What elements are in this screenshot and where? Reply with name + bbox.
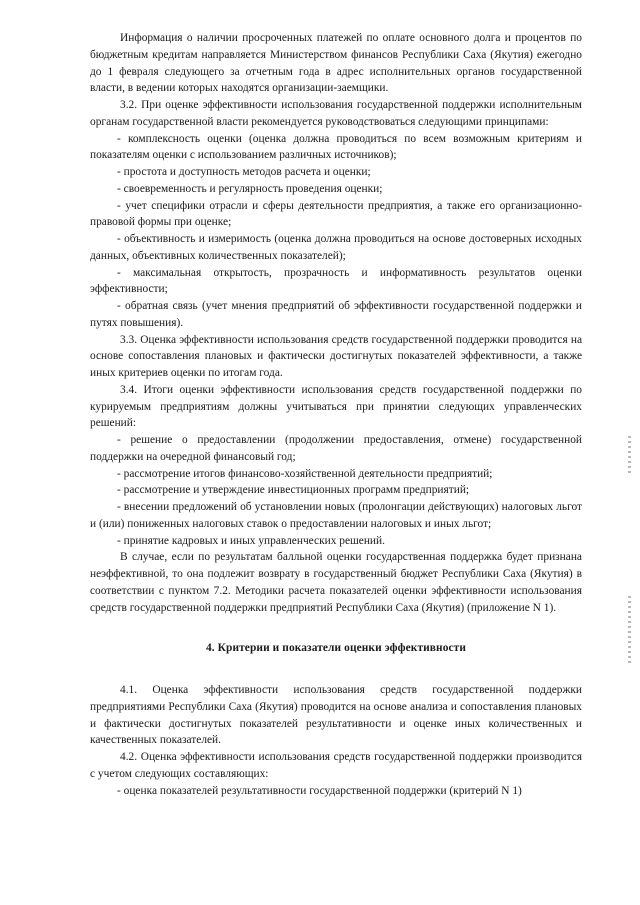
list-item: - внесении предложений об установлении новых (пролонгации действующих) налоговых льгот и (или) пониженных налоговых ставок о предоставлении налоговых и иных льгот; [90, 501, 582, 530]
list-item: - своевременность и регулярность проведения оценки; [117, 182, 383, 195]
paragraph-inefficient-support: В случае, если по результатам балльной оценки государственная поддержка будет признана неэффективной, то она подлежит возврату в государственный бюджет Республики Саха (Якутия) в соответствии с пунктом 7.2. Методики расчета показателей оценки эффективности использования средств государственной поддержки предприятий Республики Саха (Якутия) (приложение N 1). [90, 551, 582, 614]
list-item: - комплексность оценки (оценка должна проводиться по всем возможным критериям и показателям оценки с использованием различных источников); [90, 132, 582, 162]
paragraph-3-4: 3.4. Итоги оценки эффективности использования средств государственной поддержки по курируемым предприятиям должны учитываться при принятии следующих управленческих решений: [90, 383, 582, 430]
list-item: - учет специфики отрасли и сферы деятельности предприятия, а также его организационно-правовой формы при оценке; [90, 199, 582, 229]
paragraph-4-2: 4.2. Оценка эффективности использования средств государственной поддержки производится с учетом следующих составляющих: [90, 751, 582, 780]
list-item: - объективность и измеримость (оценка должна проводиться на основе достоверных исходных данных, объективных количественных показателей); [90, 233, 582, 262]
scan-artifact [628, 596, 631, 666]
paragraph-4-1: 4.1. Оценка эффективности использования средств государственной поддержки предприятиями Республики Саха (Якутия) проводится на основе анализа и сопоставления плановых и фактически достигнутых показателей результативности и оценке иных количественных и качественных показателей. [90, 684, 582, 747]
paragraph-3-2: 3.2. При оценке эффективности использования государственной поддержки исполнительным органам государственной власти рекомендуется руководствоваться следующими принципами: [90, 99, 582, 128]
list-item: - обратная связь (учет мнения предприятий об эффективности государственной поддержки и путях повышения). [90, 300, 582, 329]
list-item-criterion-1: - оценка показателей результативности государственной поддержки (критерий N 1) [117, 784, 522, 797]
decisions-list [90, 432, 582, 549]
paragraph-overdue-payments: Информация о наличии просроченных платежей по оплате основного долга и процентов по бюджетным кредитам направляется Министерством финансов Республики Саха (Якутия) ежегодно до 1 февраля следующего за отчетным года в адрес исполнительных органов государственной власти, в ведении которых находятся организации-заемщики. [90, 32, 582, 95]
document-page [90, 30, 582, 799]
list-item: - решение о предоставлении (продолжении предоставления, отмене) государственной поддержки на очередной финансовый год; [90, 434, 582, 463]
list-item: - рассмотрение и утверждение инвестиционных программ предприятий; [117, 484, 470, 497]
paragraph-3-3: 3.3. Оценка эффективности использования средств государственной поддержки проводится на основе сопоставления плановых и фактически достигнутых показателей эффективности, а также иных критериев оценки по итогам года. [90, 333, 582, 379]
list-item: - рассмотрение итогов финансово-хозяйственной деятельности предприятий; [117, 467, 493, 480]
list-item: - максимальная открытость, прозрачность и информативность результатов оценки эффективности; [90, 266, 582, 296]
list-item: - принятие кадровых и иных управленческих решений. [117, 534, 385, 547]
principles-list [90, 131, 582, 332]
scan-artifact [628, 436, 631, 474]
list-item: - простота и доступность методов расчета и оценки; [117, 166, 371, 178]
section-4-heading: 4. Критерии и показатели оценки эффективности [205, 642, 467, 655]
